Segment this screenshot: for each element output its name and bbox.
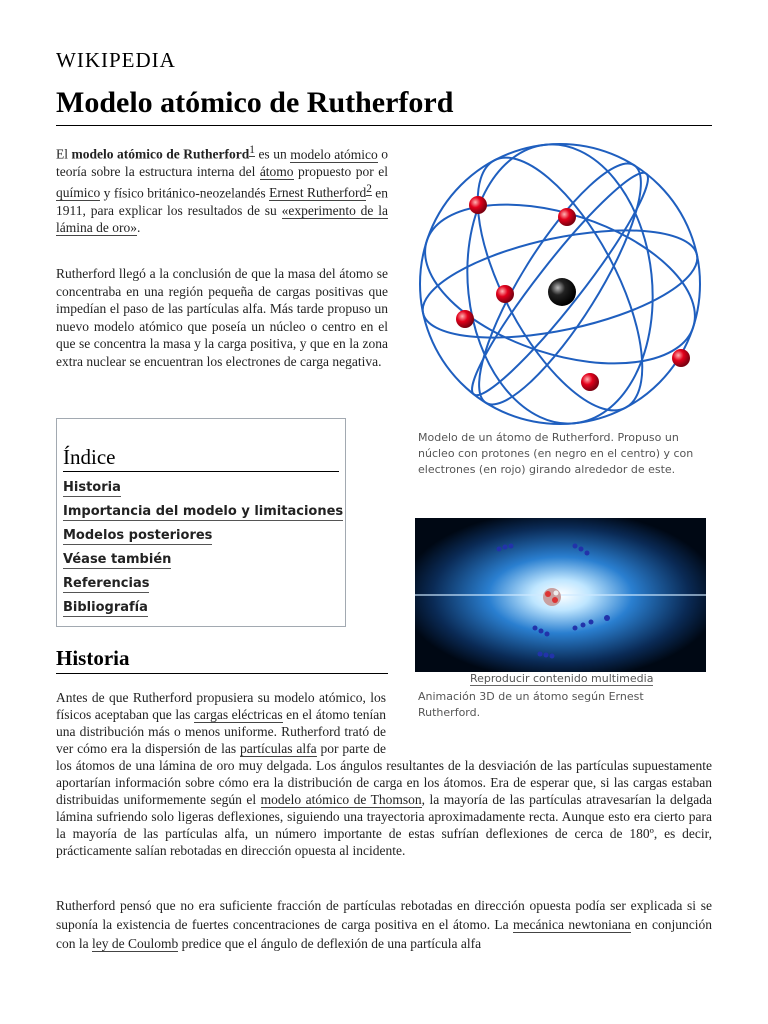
electron [581, 373, 599, 391]
link-experimento-lamina-oro[interactable]: «experimento de la lámina de oro» [56, 202, 388, 235]
figure-2-caption: Animación 3D de un átomo según Ernest Rutherford. [418, 690, 644, 719]
electron [558, 208, 576, 226]
link-cargas-electricas[interactable]: cargas eléctricas [193, 707, 283, 722]
toc-item-historia[interactable]: Historia [63, 480, 121, 495]
electron [496, 285, 514, 303]
link-atomo[interactable]: átomo [259, 164, 294, 179]
title-divider [56, 125, 712, 126]
link-modelo-thomson[interactable]: modelo atómico de Thomson [260, 792, 422, 807]
bold-term: modelo atómico de Rutherford [71, 146, 250, 162]
toc-divider [63, 471, 339, 472]
link-particulas-alfa[interactable]: partículas alfa [239, 741, 317, 756]
link-ley-coulomb[interactable]: ley de Coulomb [92, 936, 179, 951]
link-ernest-rutherford[interactable]: Ernest Rutherford [269, 185, 367, 200]
toc-item-referencias[interactable]: Referencias [63, 576, 150, 591]
play-media-link[interactable]: Reproducir contenido multimedia [470, 672, 654, 685]
history-paragraph-1: Antes de que Rutherford propusiera su modelo atómico, los físicos aceptaban que las cargas eléctricas en el átomo tenían una distribución más o menos uniforme. Rutherford trató de ver cómo era la dispersión de las partículas alfa por parte de los átomos de una lámina de oro muy delgada. Los ángulos resultantes de la desviación de las partículas supuestamente aportarían información sobre cómo era la distribución de carga en los átomos. Era de esperar que, si las cargas estaban distribuidas uniformemente según el modelo atómico de Thomson, la mayoría de las partículas atravesarían la delgada lámina sufriendo solo ligeras deflexiones, siguiendo una trayectoria aproximadamente recta. Aunque esto era cierto para la mayoría de las partículas alfa, un número importante de estas sufrían deflexiones de cerca de 180º, es decir, prácticamente salían rebotadas en dirección opuesta al incidente. [56, 690, 712, 858]
reference-1[interactable]: 1 [249, 144, 255, 156]
electron [469, 196, 487, 214]
history-paragraph-2: Rutherford pensó que no era suficiente fracción de partículas rebotadas en dirección opuesta podía ser explicada si se suponía la existencia de fuertes concentraciones de carga positiva en el átomo. La mecánica newtoniana en conjunción con la ley de Coulomb predice que el ángulo de deflexión de una partícula alfa [56, 898, 712, 951]
reference-2[interactable]: 2 [366, 182, 372, 195]
wikipedia-logo[interactable]: WIKIPEDIA [56, 48, 176, 72]
electron [672, 349, 690, 367]
toc-item-bibliografia[interactable]: Bibliografía [63, 600, 148, 615]
section-heading-historia: Historia [56, 646, 130, 670]
toc-heading: Índice [63, 445, 116, 469]
table-of-contents [56, 418, 346, 627]
link-mecanica-newtoniana[interactable]: mecánica newtoniana [513, 917, 631, 932]
toc-item-importancia[interactable]: Importancia del modelo y limitaciones [63, 504, 344, 519]
animation-video-thumbnail[interactable] [415, 518, 706, 672]
float-spacer [386, 689, 712, 757]
toc-item-modelos-posteriores[interactable]: Modelos posteriores [63, 528, 213, 543]
toc-item-vease-tambien[interactable]: Véase también [63, 552, 172, 567]
page-title: Modelo atómico de Rutherford [56, 86, 454, 119]
intro-paragraph-1: El modelo atómico de Rutherford$^1$ es un modelo atómico o teoría sobre la estructura interna del átomo propuesto por el químico y físico británico-neozelandés Ernest Rutherford$^2$ en 1911, para explicar los resultados de su «experimento de la lámina de oro». [56, 144, 389, 235]
nucleus-cluster [543, 588, 561, 606]
figure-1-caption: Modelo de un átomo de Rutherford. Propuso un núcleo con protones (en negro en el centro) y con electrones (en rojo) girando alrededor de este. [418, 431, 694, 476]
link-modelo-atomico[interactable]: modelo atómico [290, 146, 378, 162]
electron [456, 310, 474, 328]
section-divider [56, 673, 388, 674]
rutherford-atom-image[interactable] [412, 136, 708, 432]
link-quimico[interactable]: químico [56, 185, 101, 200]
intro-paragraph-2: Rutherford llegó a la conclusión de que la masa del átomo se concentraba en una región pequeña de cargas positivas que impedían el paso de las partículas alfa. Más tarde propuso un nuevo modelo atómico que poseía un núcleo o centro en el que se concentra la masa y la carga positiva, y que en la zona extra nuclear se encuentran los electrones de carga negativa. [56, 266, 388, 369]
nucleus [548, 278, 576, 306]
